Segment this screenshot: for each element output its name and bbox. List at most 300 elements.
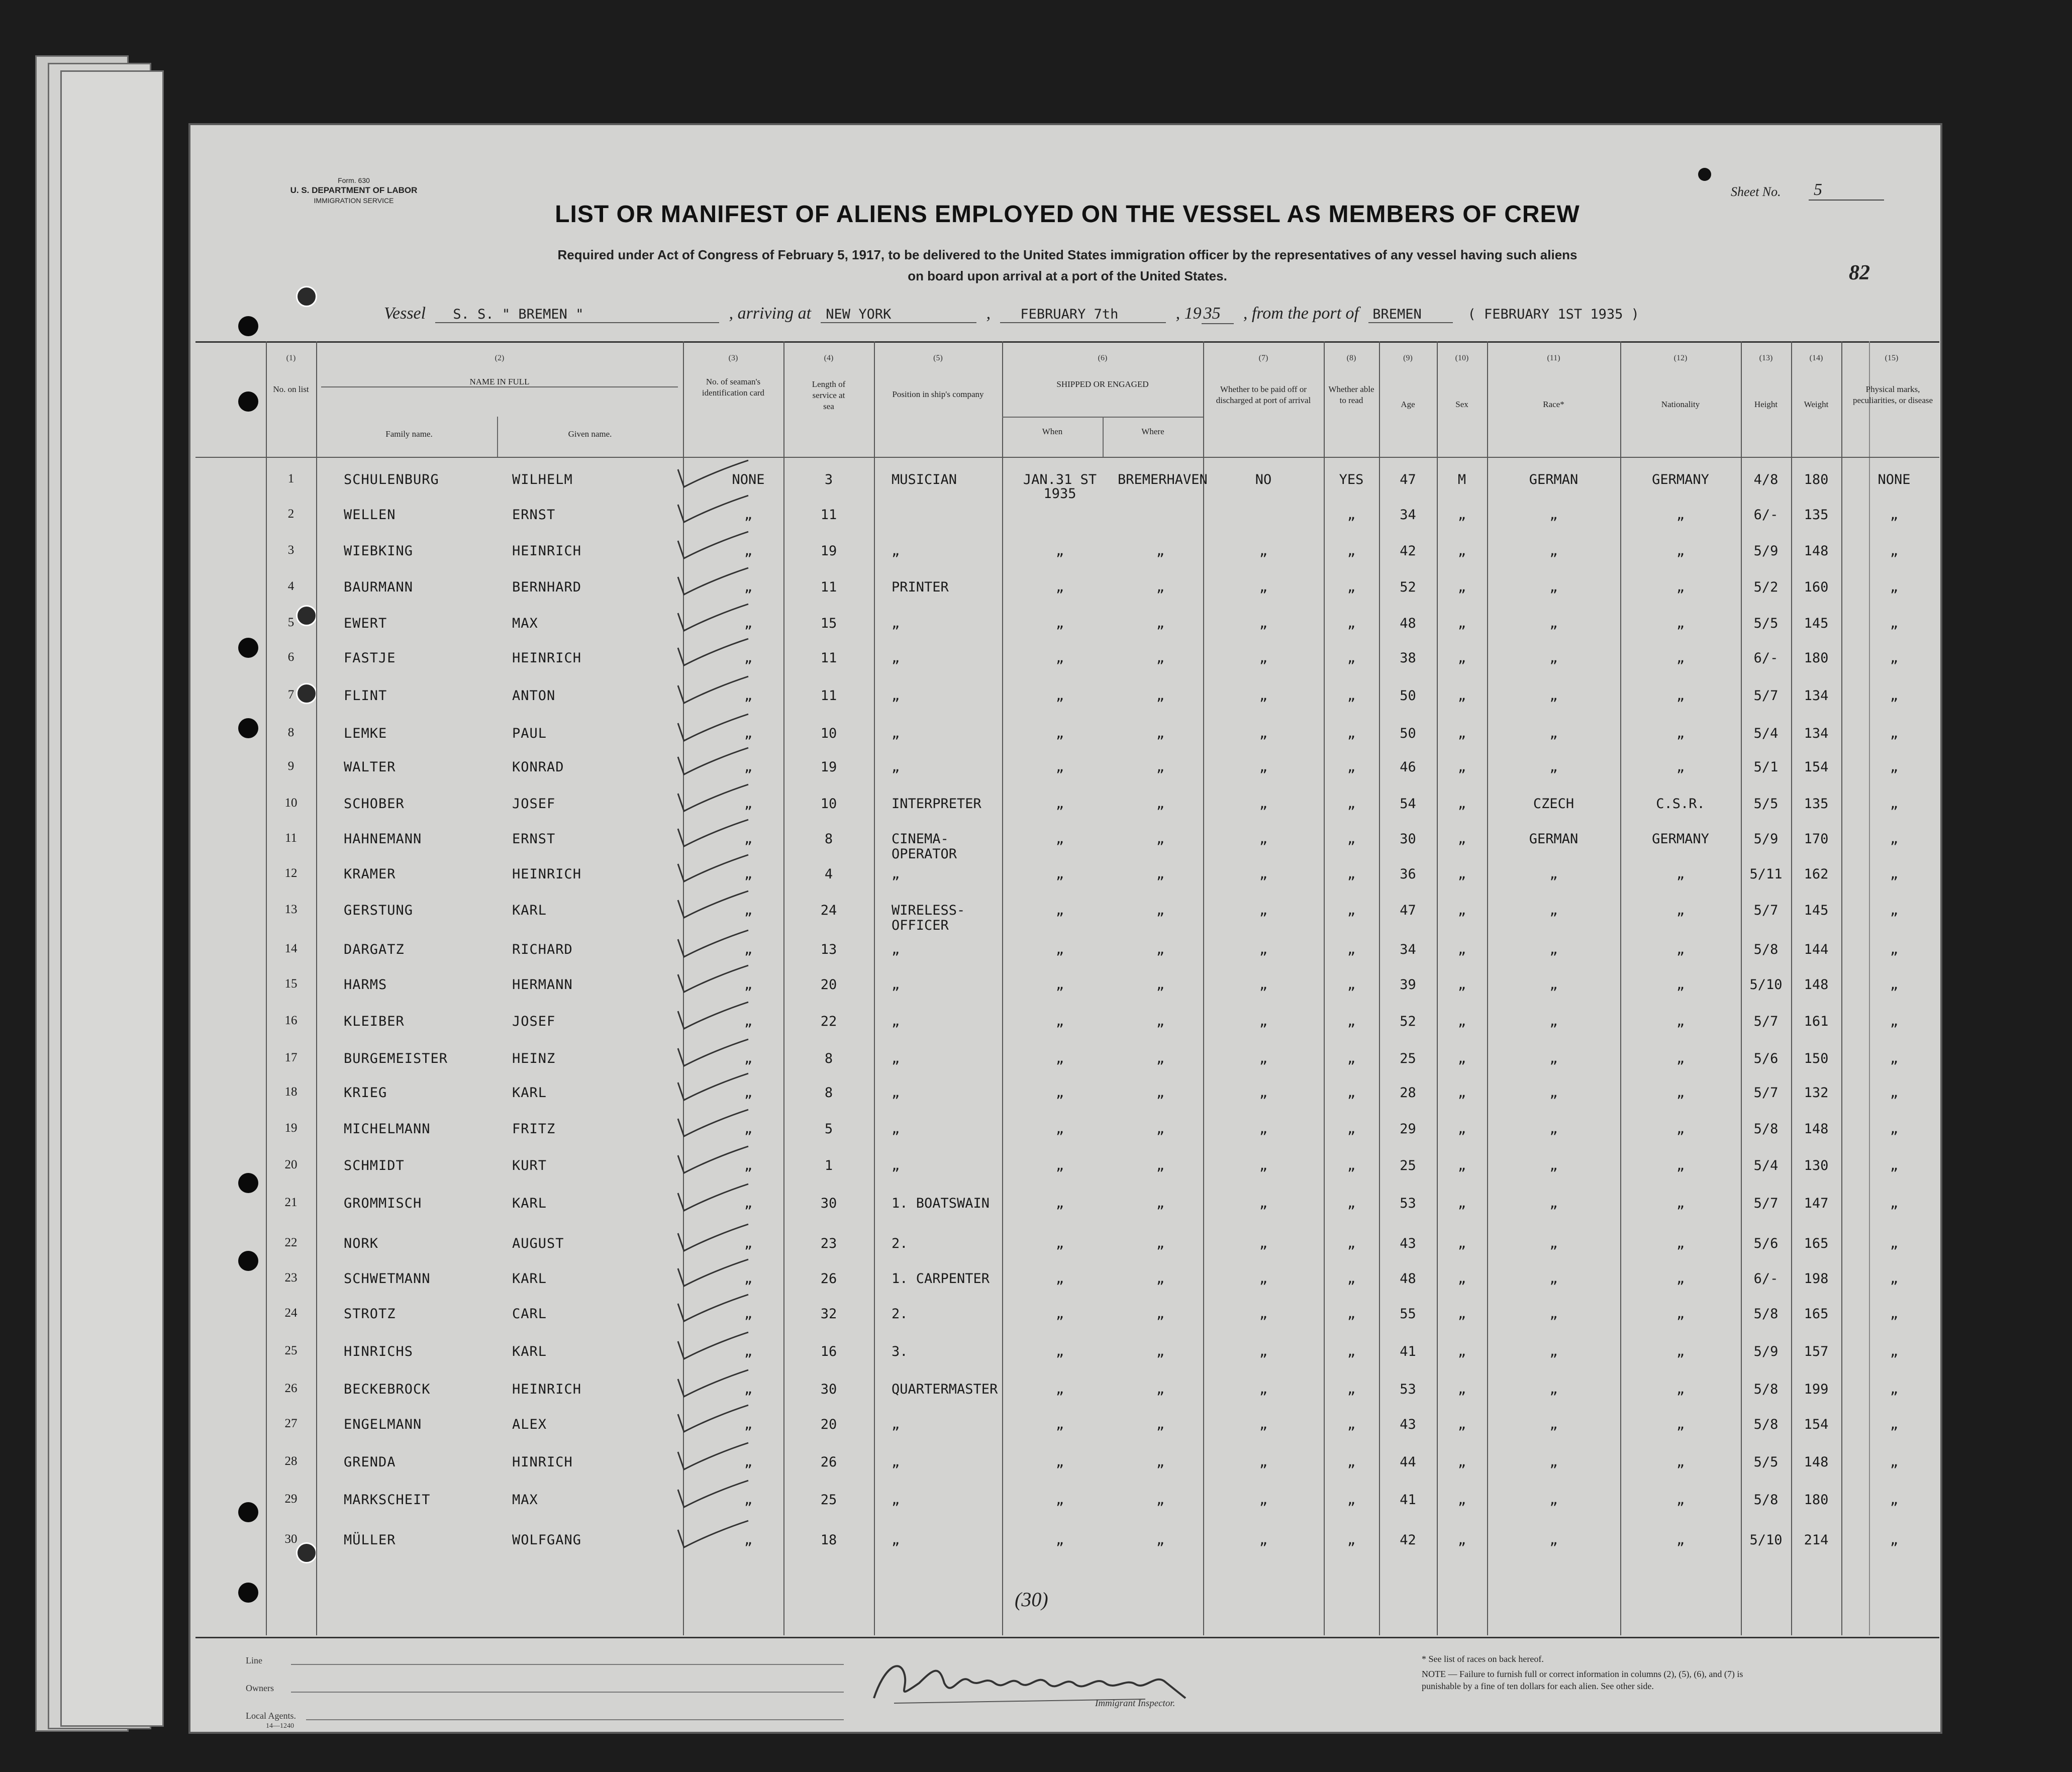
row-number: 16 <box>284 1014 298 1027</box>
physical-marks: „ <box>1890 1158 1899 1173</box>
paid-off: „ <box>1259 1014 1268 1029</box>
arrival-date: FEBRUARY 7th <box>1000 307 1166 323</box>
row-number: 13 <box>284 903 298 916</box>
row-number: 21 <box>284 1196 298 1209</box>
seaman-id: „ <box>744 1344 753 1359</box>
nationality: „ <box>1676 1121 1685 1137</box>
table-row <box>190 507 1942 544</box>
weight: 154 <box>1804 1417 1829 1432</box>
given-name: KONRAD <box>512 759 564 775</box>
shipped-when: „ <box>1055 831 1064 847</box>
physical-marks: „ <box>1890 1014 1899 1029</box>
family-name: HINRICHS <box>344 1344 414 1359</box>
physical-marks: „ <box>1890 1382 1899 1397</box>
family-name: DARGATZ <box>344 942 405 957</box>
position: WIRELESS- <box>892 903 965 918</box>
shipped-when: „ <box>1055 1196 1064 1211</box>
position: CINEMA- <box>892 831 949 847</box>
col-number: (1) <box>286 354 296 362</box>
weight: 150 <box>1804 1051 1829 1066</box>
given-name: KURT <box>512 1158 547 1173</box>
age: 50 <box>1400 726 1416 741</box>
weight: 180 <box>1804 1492 1829 1508</box>
department: U. S. DEPARTMENT OF LABOR <box>290 185 418 195</box>
col-number: (10) <box>1455 354 1469 362</box>
row-number: 2 <box>287 507 294 521</box>
head-physical-marks: Physical marks, peculiarities, or disease <box>1852 384 1933 405</box>
seaman-id: „ <box>744 1121 753 1137</box>
height: 5/6 <box>1753 1051 1779 1066</box>
able-to-read: „ <box>1347 543 1356 559</box>
table-row <box>190 1196 1942 1232</box>
row-number: 19 <box>284 1121 298 1135</box>
physical-marks: „ <box>1890 507 1899 523</box>
length-of-service: 30 <box>820 1382 837 1397</box>
length-of-service: 8 <box>824 831 833 847</box>
race: „ <box>1549 1271 1558 1287</box>
physical-marks: „ <box>1890 1236 1899 1251</box>
head-name-in-full: NAME IN FULL <box>469 377 530 386</box>
seaman-id: „ <box>744 1417 753 1432</box>
position: „ <box>892 977 900 993</box>
seaman-id: „ <box>744 1051 753 1066</box>
table-row <box>190 543 1942 580</box>
age: 34 <box>1400 507 1416 523</box>
total-count: (30) <box>1015 1588 1048 1611</box>
sex: „ <box>1457 1454 1466 1470</box>
race: „ <box>1549 1014 1558 1029</box>
age: 52 <box>1400 1014 1416 1029</box>
table-row <box>190 903 1942 939</box>
physical-marks: „ <box>1890 1306 1899 1322</box>
table-row <box>190 1271 1942 1308</box>
row-number: 26 <box>284 1382 298 1395</box>
position: „ <box>892 1158 900 1173</box>
sex: „ <box>1457 759 1466 775</box>
length-of-service: 11 <box>820 650 837 666</box>
nationality: „ <box>1676 977 1685 993</box>
shipped-where: „ <box>1156 616 1165 631</box>
race-note: * See list of races on back hereof. <box>1422 1654 1544 1664</box>
paid-off: „ <box>1259 1158 1268 1173</box>
position: „ <box>892 543 900 559</box>
head-age: Age <box>1401 400 1415 409</box>
head-shipped: SHIPPED OR ENGAGED <box>1056 379 1149 389</box>
able-to-read: „ <box>1347 1417 1356 1432</box>
page-number: 82 <box>1849 261 1870 284</box>
sex: „ <box>1457 1196 1466 1211</box>
shipped-when: „ <box>1055 903 1064 918</box>
shipped-when: JAN.31 ST <box>1023 472 1097 487</box>
given-name: JOSEF <box>512 796 556 812</box>
head-height: Height <box>1754 400 1778 409</box>
physical-marks: „ <box>1890 1051 1899 1066</box>
physical-marks: „ <box>1890 1271 1899 1287</box>
position: 2. <box>892 1236 908 1251</box>
physical-marks: „ <box>1890 831 1899 847</box>
age: 36 <box>1400 866 1416 882</box>
departure-date: ( FEBRUARY 1ST 1935 ) <box>1467 307 1639 322</box>
table-row <box>190 977 1942 1014</box>
shipped-when: „ <box>1055 616 1064 631</box>
penalty-note: NOTE — Failure to furnish full or correct information in columns (2), (5), (6), and (7) is punishable by a fine of ten dollars for each alien. See other side. <box>1422 1669 1743 1691</box>
paid-off: NO <box>1255 472 1272 487</box>
height: 6/- <box>1753 507 1779 523</box>
weight: 160 <box>1804 579 1829 595</box>
paid-off: „ <box>1259 688 1268 704</box>
sex: M <box>1457 472 1466 487</box>
nationality: „ <box>1676 1382 1685 1397</box>
age: 54 <box>1400 796 1416 812</box>
family-name: STROTZ <box>344 1306 396 1322</box>
length-of-service: 26 <box>820 1454 837 1470</box>
position: INTERPRETER <box>892 796 981 812</box>
height: 5/7 <box>1753 903 1779 918</box>
shipped-where: „ <box>1156 796 1165 812</box>
weight: 162 <box>1804 866 1829 882</box>
shipped-where: „ <box>1156 942 1165 957</box>
nationality: „ <box>1676 1085 1685 1101</box>
head-length-service: Length of service at sea <box>812 379 846 411</box>
weight: 148 <box>1804 977 1829 993</box>
table-row <box>190 650 1942 687</box>
able-to-read: „ <box>1347 650 1356 666</box>
height: 5/5 <box>1753 616 1779 631</box>
departure-port: BREMEN <box>1368 307 1453 323</box>
able-to-read: „ <box>1347 1158 1356 1173</box>
race: „ <box>1549 616 1558 631</box>
length-of-service: 26 <box>820 1271 837 1287</box>
seaman-id: „ <box>744 1382 753 1397</box>
race: „ <box>1549 1158 1558 1173</box>
race: GERMAN <box>1529 472 1578 487</box>
race: „ <box>1549 903 1558 918</box>
family-name: SCHULENBURG <box>344 472 439 487</box>
arrival-year: 35 <box>1202 304 1234 324</box>
length-of-service: 16 <box>820 1344 837 1359</box>
race: „ <box>1549 1121 1558 1137</box>
sex: „ <box>1457 507 1466 523</box>
height: 5/1 <box>1753 759 1779 775</box>
able-to-read: „ <box>1347 1344 1356 1359</box>
weight: 154 <box>1804 759 1829 775</box>
seaman-id: „ <box>744 1306 753 1322</box>
age: 48 <box>1400 616 1416 631</box>
height: 4/8 <box>1753 472 1779 487</box>
family-name: SCHWETMANN <box>344 1271 431 1287</box>
paid-off: „ <box>1259 1344 1268 1359</box>
race: „ <box>1549 1454 1558 1470</box>
able-to-read: „ <box>1347 1196 1356 1211</box>
paid-off: „ <box>1259 616 1268 631</box>
shipped-when: „ <box>1055 1532 1064 1548</box>
given-name: RICHARD <box>512 942 573 957</box>
race: „ <box>1549 507 1558 523</box>
position: „ <box>892 1492 900 1508</box>
length-of-service: 20 <box>820 977 837 993</box>
position: „ <box>892 616 900 631</box>
table-row <box>190 726 1942 762</box>
sex: „ <box>1457 1085 1466 1101</box>
family-name: WIEBKING <box>344 543 414 559</box>
height: 5/10 <box>1749 1532 1783 1548</box>
race: GERMAN <box>1529 831 1578 847</box>
nationality: GERMANY <box>1652 472 1709 487</box>
service: IMMIGRATION SERVICE <box>314 196 394 205</box>
row-number: 20 <box>284 1158 298 1171</box>
vessel-label: Vessel <box>384 304 426 323</box>
family-name: FASTJE <box>344 650 396 666</box>
shipped-when: „ <box>1055 1158 1064 1173</box>
seaman-id: „ <box>744 650 753 666</box>
able-to-read: „ <box>1347 1051 1356 1066</box>
col-number: (13) <box>1759 354 1773 362</box>
seaman-id: „ <box>744 866 753 882</box>
family-name: KRAMER <box>344 866 396 882</box>
sex: „ <box>1457 1121 1466 1137</box>
shipped-when: „ <box>1055 1306 1064 1322</box>
able-to-read: „ <box>1347 977 1356 993</box>
head-when: When <box>1042 427 1063 436</box>
table-row <box>190 1158 1942 1195</box>
nationality: „ <box>1676 650 1685 666</box>
row-number: 14 <box>284 942 298 955</box>
shipped-where: „ <box>1156 866 1165 882</box>
row-number: 24 <box>284 1306 298 1320</box>
height: 6/- <box>1753 650 1779 666</box>
family-name: FLINT <box>344 688 387 704</box>
header-rule <box>195 457 1939 458</box>
row-number: 28 <box>284 1454 298 1468</box>
age: 38 <box>1400 650 1416 666</box>
shipped-where: „ <box>1156 543 1165 559</box>
family-name: LEMKE <box>344 726 387 741</box>
nationality: „ <box>1676 1306 1685 1322</box>
nationality: „ <box>1676 688 1685 704</box>
able-to-read: „ <box>1347 759 1356 775</box>
age: 39 <box>1400 977 1416 993</box>
position: PRINTER <box>892 579 949 595</box>
given-name: JOSEF <box>512 1014 556 1029</box>
shipped-where: „ <box>1156 1454 1165 1470</box>
age: 50 <box>1400 688 1416 704</box>
able-to-read: „ <box>1347 1306 1356 1322</box>
length-of-service: 10 <box>820 796 837 812</box>
shipped-where: „ <box>1156 977 1165 993</box>
position: „ <box>892 1121 900 1137</box>
length-of-service: 19 <box>820 543 837 559</box>
race: „ <box>1549 1085 1558 1101</box>
family-name: WELLEN <box>344 507 396 523</box>
paid-off: „ <box>1259 759 1268 775</box>
head-weight: Weight <box>1804 400 1829 409</box>
able-to-read: „ <box>1347 726 1356 741</box>
shipped-when: „ <box>1055 1014 1064 1029</box>
seaman-id: „ <box>744 507 753 523</box>
row-number: 9 <box>287 759 294 773</box>
head-race: Race* <box>1543 400 1564 409</box>
table-row <box>190 616 1942 652</box>
paid-off: „ <box>1259 977 1268 993</box>
seaman-id: „ <box>744 1158 753 1173</box>
shipped-where: „ <box>1156 831 1165 847</box>
col-number: (14) <box>1809 354 1823 362</box>
shipped-where: „ <box>1156 1344 1165 1359</box>
col-number: (15) <box>1885 354 1899 362</box>
seaman-id: „ <box>744 977 753 993</box>
paid-off: „ <box>1259 1051 1268 1066</box>
family-name: MÜLLER <box>344 1532 396 1548</box>
length-of-service: 4 <box>824 866 833 882</box>
seaman-id: „ <box>744 942 753 957</box>
row-number: 3 <box>287 543 294 557</box>
given-name: FRITZ <box>512 1121 556 1137</box>
physical-marks: „ <box>1890 903 1899 918</box>
weight: 147 <box>1804 1196 1829 1211</box>
table-row <box>190 1121 1942 1158</box>
row-number: 11 <box>284 831 298 845</box>
physical-marks: „ <box>1890 1121 1899 1137</box>
given-name: HEINZ <box>512 1051 556 1066</box>
position: „ <box>892 1417 900 1432</box>
able-to-read: „ <box>1347 1271 1356 1287</box>
age: 47 <box>1400 903 1416 918</box>
sex: „ <box>1457 1236 1466 1251</box>
height: 5/9 <box>1753 831 1779 847</box>
length-of-service: 11 <box>820 579 837 595</box>
height: 5/10 <box>1749 977 1783 993</box>
race: „ <box>1549 1344 1558 1359</box>
shipped-when: „ <box>1055 1121 1064 1137</box>
sex: „ <box>1457 1306 1466 1322</box>
height: 5/6 <box>1753 1236 1779 1251</box>
row-number: 18 <box>284 1085 298 1099</box>
height: 5/9 <box>1753 1344 1779 1359</box>
shipped-where: „ <box>1156 1085 1165 1101</box>
col-number: (7) <box>1258 354 1268 362</box>
seaman-id: „ <box>744 1236 753 1251</box>
weight: 148 <box>1804 1454 1829 1470</box>
table-row <box>190 472 1942 509</box>
physical-marks: „ <box>1890 977 1899 993</box>
physical-marks: „ <box>1890 726 1899 741</box>
weight: 198 <box>1804 1271 1829 1287</box>
physical-marks: „ <box>1890 1532 1899 1548</box>
head-no-on-list: No. on list <box>273 384 309 394</box>
row-number: 12 <box>284 866 298 880</box>
age: 30 <box>1400 831 1416 847</box>
shipped-where: „ <box>1156 1532 1165 1548</box>
physical-marks: „ <box>1890 1344 1899 1359</box>
page-title: LIST OR MANIFEST OF ALIENS EMPLOYED ON THE VESSEL AS MEMBERS OF CREW <box>555 201 1580 228</box>
weight: 145 <box>1804 903 1829 918</box>
shipped-when: „ <box>1055 1454 1064 1470</box>
shipped-where: „ <box>1156 903 1165 918</box>
position: „ <box>892 866 900 882</box>
able-to-read: „ <box>1347 688 1356 704</box>
position: 1. BOATSWAIN <box>892 1196 990 1211</box>
age: 44 <box>1400 1454 1416 1470</box>
col-number: (9) <box>1403 354 1413 362</box>
physical-marks: NONE <box>1878 472 1911 487</box>
nationality: „ <box>1676 543 1685 559</box>
able-to-read: „ <box>1347 866 1356 882</box>
race: „ <box>1549 1417 1558 1432</box>
physical-marks: „ <box>1890 579 1899 595</box>
position: 3. <box>892 1344 908 1359</box>
height: 5/5 <box>1753 1454 1779 1470</box>
weight: 199 <box>1804 1382 1829 1397</box>
given-name: HEINRICH <box>512 1382 582 1397</box>
position: MUSICIAN <box>892 472 957 487</box>
length-of-service: 8 <box>824 1085 833 1101</box>
binding-hole <box>296 286 317 307</box>
seaman-id: „ <box>744 1014 753 1029</box>
shipped-when: „ <box>1055 1417 1064 1432</box>
table-row <box>190 1454 1942 1491</box>
sex: „ <box>1457 1532 1466 1548</box>
family-name: SCHOBER <box>344 796 405 812</box>
seaman-id: „ <box>744 1085 753 1101</box>
age: 43 <box>1400 1236 1416 1251</box>
family-name: ENGELMANN <box>344 1417 422 1432</box>
seaman-id: „ <box>744 759 753 775</box>
table-row <box>190 1417 1942 1453</box>
weight: 180 <box>1804 472 1829 487</box>
position: „ <box>892 1014 900 1029</box>
length-of-service: 13 <box>820 942 837 957</box>
seaman-id: „ <box>744 688 753 704</box>
seaman-id: NONE <box>732 472 765 487</box>
length-of-service: 30 <box>820 1196 837 1211</box>
paid-off: „ <box>1259 1196 1268 1211</box>
given-name: BERNHARD <box>512 579 582 595</box>
seaman-id: „ <box>744 579 753 595</box>
race: „ <box>1549 1492 1558 1508</box>
able-to-read: „ <box>1347 1532 1356 1548</box>
head-nationality: Nationality <box>1661 400 1700 409</box>
table-row <box>190 579 1942 616</box>
table-row <box>190 1051 1942 1088</box>
col-number: (11) <box>1547 354 1560 362</box>
age: 25 <box>1400 1158 1416 1173</box>
paid-off: „ <box>1259 1454 1268 1470</box>
age: 28 <box>1400 1085 1416 1101</box>
sex: „ <box>1457 1158 1466 1173</box>
physical-marks: „ <box>1890 942 1899 957</box>
shipped-split-rule <box>1103 417 1104 457</box>
race: „ <box>1549 1382 1558 1397</box>
nationality: „ <box>1676 942 1685 957</box>
row-number: 8 <box>287 726 294 739</box>
sex: „ <box>1457 1051 1466 1066</box>
race: „ <box>1549 942 1558 957</box>
given-name: KARL <box>512 1085 547 1101</box>
col-number: (6) <box>1098 354 1108 362</box>
height: 5/8 <box>1753 1382 1779 1397</box>
able-to-read: „ <box>1347 1492 1356 1508</box>
age: 42 <box>1400 1532 1416 1548</box>
physical-marks: „ <box>1890 616 1899 631</box>
shipped-where: „ <box>1156 1014 1165 1029</box>
paid-off: „ <box>1259 579 1268 595</box>
height: 5/5 <box>1753 796 1779 812</box>
paid-off: „ <box>1259 1532 1268 1548</box>
col-number: (2) <box>495 354 505 362</box>
sex: „ <box>1457 726 1466 741</box>
race: „ <box>1549 543 1558 559</box>
paid-off: „ <box>1259 1382 1268 1397</box>
